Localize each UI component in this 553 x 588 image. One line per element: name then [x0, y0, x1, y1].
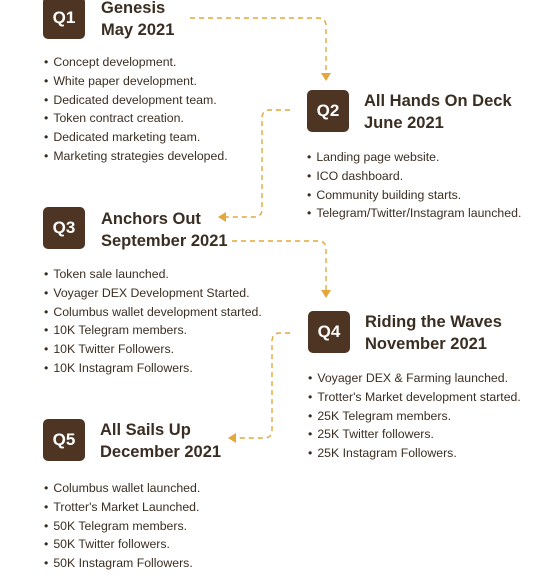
phase-items-q3: [44, 265, 262, 378]
list-item: • 25K Twitter followers.: [308, 425, 521, 444]
phase-badge-q2: Q2: [307, 90, 349, 132]
phase-date: September 2021: [101, 232, 228, 250]
phase-badge-q4: Q4: [308, 311, 350, 353]
phase-items-q1: [44, 53, 228, 166]
list-item: • Columbus wallet development started.: [44, 303, 262, 322]
list-item: • Trotter's Market Launched.: [44, 498, 200, 517]
phase-title-q2: [364, 90, 512, 134]
phase-items-q2: [307, 148, 521, 223]
list-item: • Voyager DEX & Farming launched.: [308, 369, 521, 388]
connector-q2-q3: [226, 110, 290, 217]
list-item: • Concept development.: [44, 53, 228, 72]
phase-name: All Hands On Deck: [364, 92, 512, 110]
list-item: • Dedicated development team.: [44, 91, 228, 110]
list-item: • 50K Twitter followers.: [44, 535, 200, 554]
arrowhead-q4: [321, 290, 331, 298]
list-item: • Columbus wallet launched.: [44, 479, 200, 498]
list-item: • 10K Instagram Followers.: [44, 359, 262, 378]
list-item: • Community building starts.: [307, 186, 521, 205]
list-item: • Dedicated marketing team.: [44, 128, 228, 147]
list-item: • White paper development.: [44, 72, 228, 91]
phase-title-q1: [101, 0, 174, 41]
list-item: • ICO dashboard.: [307, 167, 521, 186]
phase-title-q3: [101, 208, 228, 252]
arrowhead-q5: [228, 433, 236, 443]
phase-date: June 2021: [364, 114, 444, 132]
phase-badge-q1: Q1: [43, 0, 85, 39]
phase-items-q4: [308, 369, 521, 463]
list-item: • 10K Telegram members.: [44, 321, 262, 340]
phase-name: Riding the Waves: [365, 313, 502, 331]
list-item: • 50K Telegram members.: [44, 517, 200, 536]
phase-title-q5: [100, 419, 221, 463]
phase-name: All Sails Up: [100, 421, 191, 439]
arrowhead-q2: [321, 73, 331, 81]
list-item: • Trotter's Market development started.: [308, 388, 521, 407]
list-item: • Landing page website.: [307, 148, 521, 167]
phase-items-q5: [44, 479, 200, 573]
phase-date: November 2021: [365, 335, 487, 353]
phase-badge-q5: Q5: [43, 419, 85, 461]
list-item: • Telegram/Twitter/Instagram launched.: [307, 204, 521, 223]
list-item: • 50K Instagram Followers.: [44, 554, 200, 573]
phase-date: December 2021: [100, 443, 222, 461]
phase-name: Genesis: [101, 0, 166, 17]
list-item: • Token contract creation.: [44, 109, 228, 128]
list-item: • Token sale launched.: [44, 265, 262, 284]
list-item: • Marketing strategies developed.: [44, 147, 228, 166]
phase-title-q4: [365, 311, 502, 355]
phase-name: Anchors Out: [101, 210, 201, 228]
list-item: • 10K Twitter Followers.: [44, 340, 262, 359]
list-item: • Voyager DEX Development Started.: [44, 284, 262, 303]
phase-date: May 2021: [101, 21, 175, 39]
list-item: • 25K Instagram Followers.: [308, 444, 521, 463]
phase-badge-q3: Q3: [43, 207, 85, 249]
list-item: • 25K Telegram members.: [308, 407, 521, 426]
